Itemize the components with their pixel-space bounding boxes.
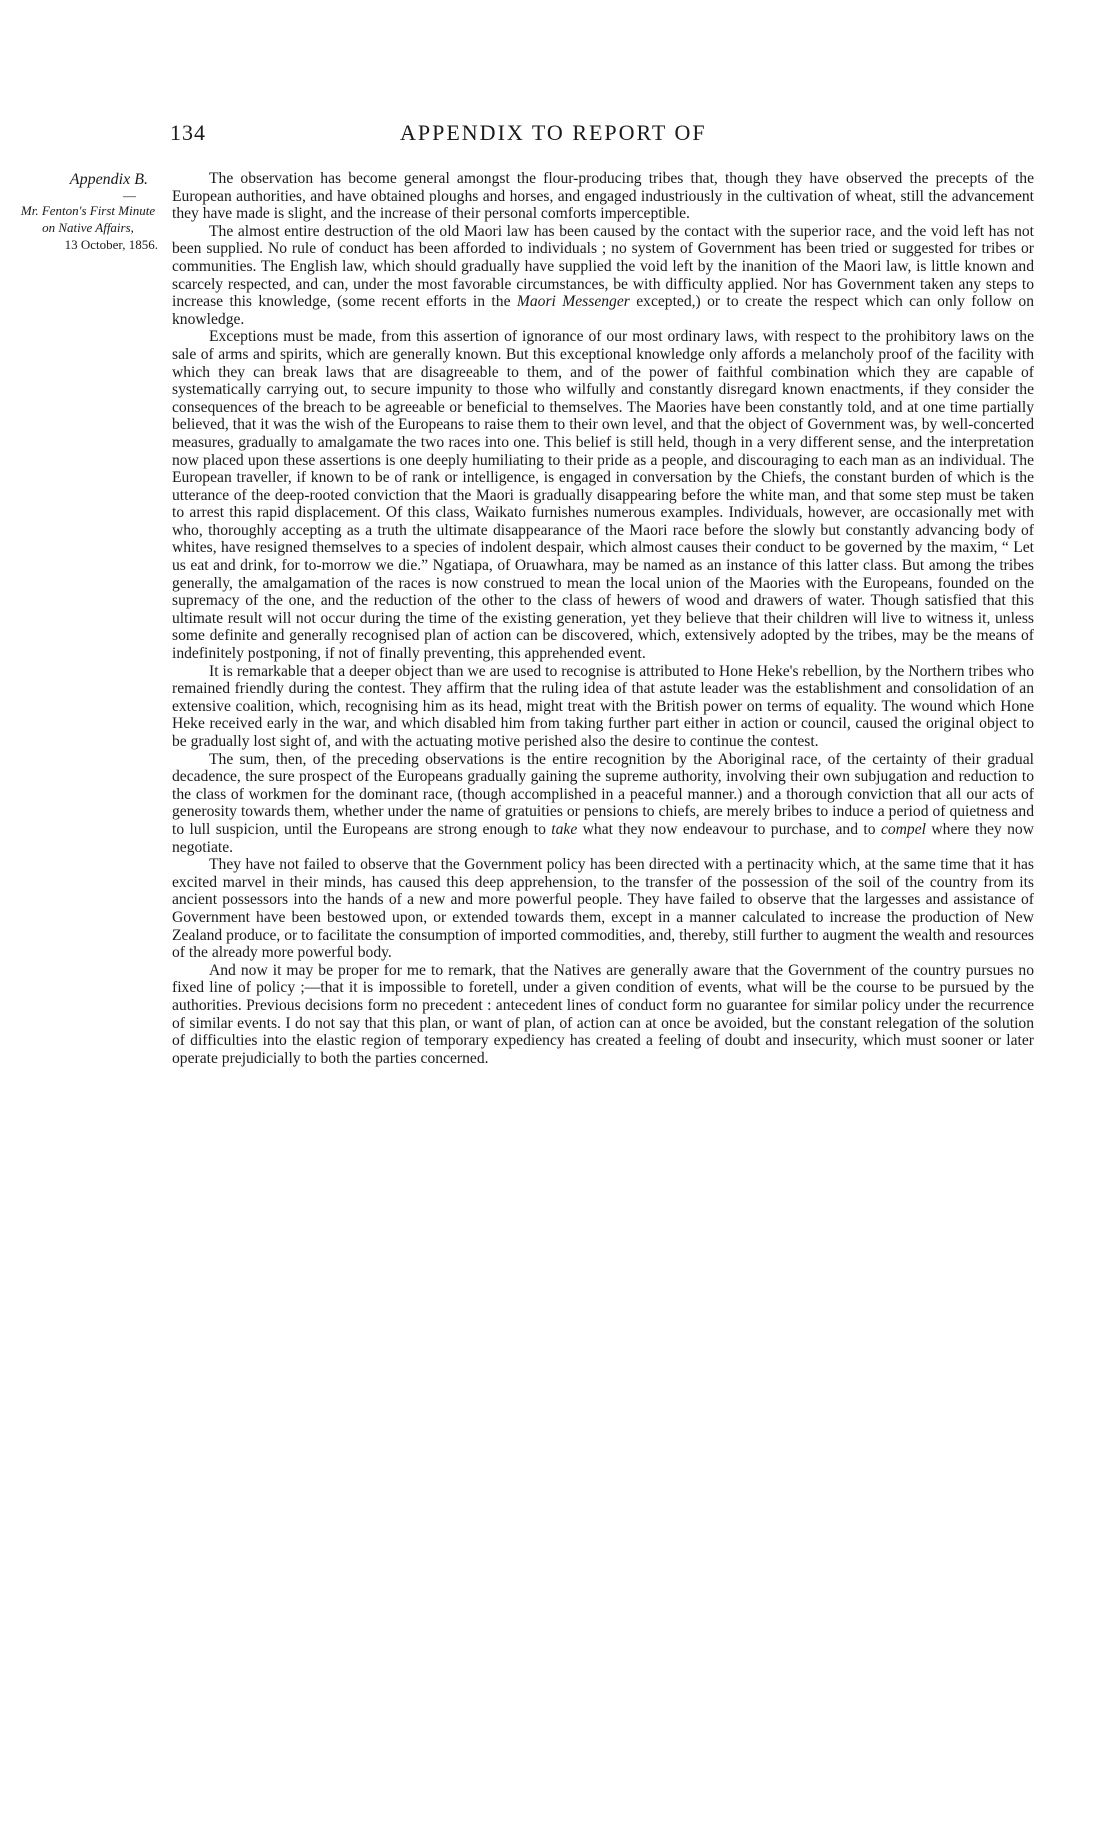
paragraph-text: where they now negotiate. xyxy=(172,820,1034,856)
paragraph-government-policy xyxy=(172,856,1034,962)
paragraph-text: excepted,) or to create the respect which can only follow on knowledge. xyxy=(172,293,1034,328)
paragraph-flour-producing-tribes xyxy=(172,170,1034,223)
paragraph-sum-of-observations xyxy=(172,751,1034,857)
running-head: APPENDIX TO REPORT OF xyxy=(400,120,707,145)
emphasis-text: take xyxy=(551,820,578,838)
paragraph-text: It is remarkable that a deeper object than we are used to recognise is attributed to Hone Heke's rebellion, by the Northern tribes who remained friendly during the contest. They affirm that the ruling idea of that astute leader was the establishment and consolidation of an extensive coalition, which, recognising him as its head, might treat with the British power on terms of equality. The wound which Hone Heke received early in the war, and which disabled him from taking further part either in action or council, caused the original object to be gradually lost sight of, and with the actuating motive perished also the desire to continue the contest. xyxy=(172,662,1034,750)
paragraph-text: The sum, then, of the preceding observations is the entire recognition by the Aboriginal race, of the certainty of their gradual decadence, the sure prospect of the Europeans gradually gaining the supreme authority, involving their own subjugation and reduction to the class of workmen for the dominant race, (though accomplished in a peaceful manner.) and a thorough conviction that all our acts of generosity towards them, whether under the name of gratuities or pensions to chiefs, are merely bribes to induce a period of quietness and to lull suspicion, until the Europeans are strong enough to xyxy=(172,750,1034,838)
paragraph-text: The almost entire destruction of the old Maori law has been caused by the contact with the superior race, and the void left has not been supplied. No rule of conduct has been afforded to individuals ; no system of Government has been tried or suggested for tribes or communities. The English law, which should gradually have supplied the void left by the inanition of the Maori law, is little known and scarcely respected, and can, under the most favorable circumstances, be with difficulty applied. Nor has Government taken any steps to increase this knowledge, (some recent efforts in the xyxy=(172,222,1034,311)
paragraph-text: what they now endeavour to purchase, and to xyxy=(577,820,881,838)
paragraph-no-fixed-policy xyxy=(172,962,1034,1068)
margin-note-title: Mr. Fenton's First Minute on Native Affairs, xyxy=(20,203,156,235)
paragraph-text: They have not failed to observe that the Government policy has been directed with a pertinacity which, at the same time that it has excited marvel in their minds, has caused this deep apprehension, to the transfer of the possession of the soil of the country from its ancient possessors into the hands of a new and more powerful people. They have failed to observe that the largesses and assistance of Government have been bestowed upon, or extended towards them, except in a manner calculated to increase the production of New Zealand produce, or to facilitate the consumption of imported commodities, and, thereby, still further to augment the wealth and resources of the already more powerful body. xyxy=(172,856,1034,962)
paragraph-maori-law xyxy=(172,223,1034,329)
margin-note-date: 13 October, 1856. xyxy=(64,237,158,252)
page-header xyxy=(170,120,1030,150)
margin-note-appendix: Appendix B. xyxy=(69,171,148,188)
paragraph-text: Exceptions must be made, from this assertion of ignorance of our most ordinary laws, with respect to the prohibitory laws on the sale of arms and spirits, which are generally known. But this exceptional knowledge only affords a melancholy proof of the facility with which they can break laws that are disagreeable to them, and of the power of faithful combination which they are capable of systematically carrying out, to secure impunity to those who wilfully and constantly disregard known enactments, if they consider the consequences of the breach to be agreeable or beneficial to themselves. The Maories have been constantly told, and at one time partially believed, that it was the wish of the Europeans to raise them to their own level, and that the object of Government was, by well-concerted measures, gradually to amalgamate the two races into one. This belief is still held, though in a very different sense, and the interpretation now placed upon these assertions is one deeply humiliating to their pride as a people, and discouraging to each man as an individual. The European traveller, if known to be of rank or intelligence, is engaged in conversation by the Chiefs, the constant burden of which is the utterance of the deep-rooted conviction that the Maori is gradually disappearing before the white man, and that some step must be taken to arrest this rapid displacement. Of this class, Waikato furnishes numerous examples. Individuals, however, are occasionally met with who, thoroughly accepting as a truth the ultimate disappearance of the Maori race before the slowly but constantly advancing body of whites, have resigned themselves to a species of indolent despair, which almost causes their conduct to be governed by the maxim, “ Let us eat and drink, for to-morrow we die.” Ngatiapa, of Oruawhara, may be named as an instance of this latter class. But among the tribes generally, the amalgamation of the races is now construed to mean the local union of the Maories with the Europeans, founded on the supremacy of the one, and the reduction of the other to the class of hewers of wood and drawers of water. Though satisfied that this ultimate result will not occur during the time of the existing generation, yet they believe that their children will live to witness it, unless some definite and generally recognised plan of action can be discovered, which, extensively adopted by the tribes, may be the means of indefinitely postponing, if not of finally preventing, this apprehended event. xyxy=(172,328,1034,663)
emphasis-text: compel xyxy=(880,820,926,838)
margin-note xyxy=(8,170,158,253)
paragraph-text: The observation has become general amongst the flour-producing tribes that, though they have observed the precepts of the European authorities, and have obtained ploughs and horses, and engaged industriously in the cultivation of wheat, still the advancement they have made is slight, and the increase of their personal comforts imperceptible. xyxy=(172,170,1034,223)
emphasis-text: Maori Messenger xyxy=(516,293,630,311)
paragraph-text: And now it may be proper for me to remark, that the Natives are generally aware that the Government of the country pursues no fixed line of policy ;—that it is impossible to foretell, under a given condition of events, what will be the course to be pursued by the authorities. Previous decisions form no precedent : antecedent lines of conduct form no guarantee for similar policy under the recurrence of similar events. I do not say that this plan, or want of plan, of action can at once be avoided, but the constant relegation of the solution of difficulties into the elastic region of temporary expediency has created a feeling of doubt and insecurity, which must sooner or later operate prejudicially to both the parties concerned. xyxy=(172,961,1034,1067)
margin-note-dash: — xyxy=(123,188,136,203)
body-text xyxy=(172,170,1034,1067)
page-number: 134 xyxy=(170,120,206,145)
paragraph-exceptions xyxy=(172,328,1034,662)
paragraph-hone-heke xyxy=(172,663,1034,751)
